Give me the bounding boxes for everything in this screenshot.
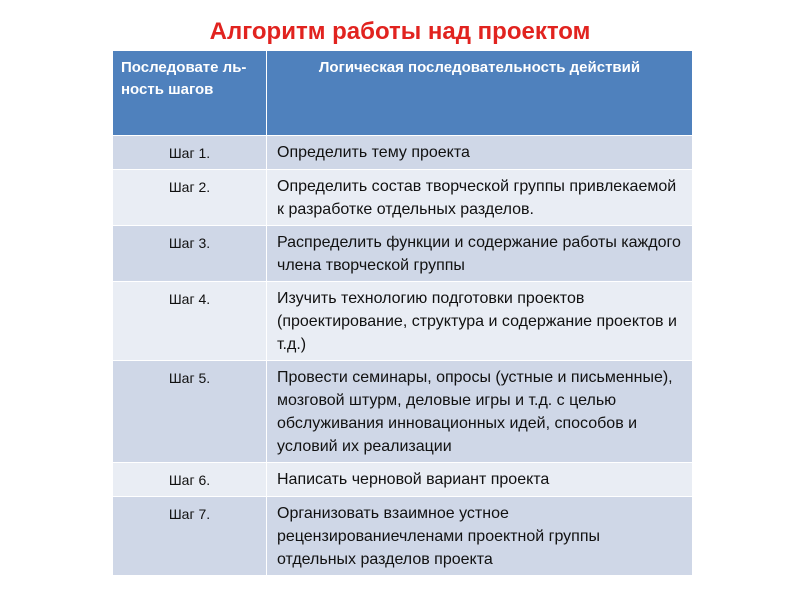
step-action: Написать черновой вариант проекта [267, 463, 693, 497]
step-label: Шаг 5. [113, 361, 267, 463]
step-label: Шаг 4. [113, 282, 267, 361]
step-action: Определить тему проекта [267, 136, 693, 170]
page-title: Алгоритм работы над проектом [209, 18, 591, 45]
header-actions: Логическая последовательность действий [267, 51, 693, 136]
table-row [113, 226, 693, 282]
step-label: Шаг 2. [113, 170, 267, 226]
step-action: Изучить технологию подготовки проектов (проектирование, структура и содержание проектов и т.д.) [267, 282, 693, 361]
table-row [113, 170, 693, 226]
table-row [113, 463, 693, 497]
table-row [113, 282, 693, 361]
step-action: Распределить функции и содержание работы каждого члена творческой группы [267, 226, 693, 282]
step-label: Шаг 3. [113, 226, 267, 282]
step-action: Провести семинары, опросы (устные и письменные), мозговой штурм, деловые игры и т.д. с целью обслуживания инновационных идей, способов и условий их реализации [267, 361, 693, 463]
step-label: Шаг 6. [113, 463, 267, 497]
table-row [113, 361, 693, 463]
steps-table [112, 50, 693, 576]
table-row [113, 136, 693, 170]
table-header-row [113, 51, 693, 136]
step-label: Шаг 1. [113, 136, 267, 170]
table-row [113, 497, 693, 576]
step-action: Организовать взаимное устное рецензированиечленами проектной группы отдельных разделов проекта [267, 497, 693, 576]
step-label: Шаг 7. [113, 497, 267, 576]
step-action: Определить состав творческой группы привлекаемой к разработке отдельных разделов. [267, 170, 693, 226]
header-steps: Последовате ль-ность шагов [113, 51, 267, 136]
